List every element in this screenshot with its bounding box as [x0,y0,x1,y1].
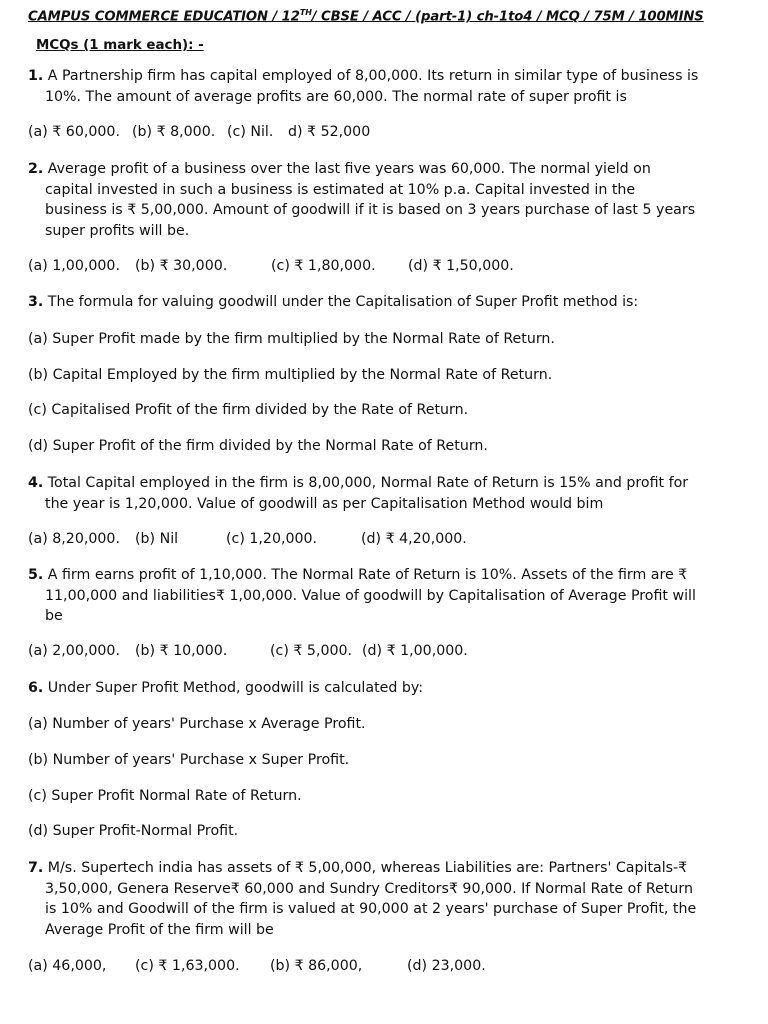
header-text-main: CAMPUS COMMERCE EDUCATION / 12 [28,9,300,25]
question-number: 1. [28,68,44,84]
options-row-2 [28,256,514,276]
option-a: (a) Super Profit made by the firm multiplied by the Normal Rate of Return. [28,331,555,347]
question-text: A Partnership firm has capital employed of 8,00,000. Its return in similar type of business is 10%. The amount of average profits are 60,000. The normal rate of super profit is [45,68,699,105]
option-c: (c) Nil. [227,124,274,140]
question-6 [28,678,700,699]
option-a: (a) 8,20,000. [28,531,120,547]
option-b: (b) Nil [135,531,179,547]
question-text: The formula for valuing goodwill under the Capitalisation of Super Profit method is: [47,294,639,310]
question-number: 2. [28,161,44,177]
question-1 [28,66,700,107]
options-row-1 [28,122,370,142]
question-number: 3. [28,294,44,310]
options-row-4 [28,529,467,549]
header-text-rest: / CBSE / ACC / (part-1) ch-1to4 / MCQ / 75M / 100MINS [311,9,704,25]
option-c: (c) Super Profit Normal Rate of Return. [28,788,302,804]
option-b: (b) Capital Employed by the firm multiplied by the Normal Rate of Return. [28,367,553,383]
option-d: (d) ₹ 4,20,000. [361,531,467,547]
question-5 [28,565,700,627]
option-d: (d) 23,000. [407,958,486,974]
section-title: MCQs (1 mark each): - [36,38,204,53]
document-header [28,8,740,24]
option-c: (c) 1,20,000. [226,531,318,547]
option-d: d) ₹ 52,000 [288,124,371,140]
option-c: (c) ₹ 5,000. [270,643,353,659]
question-text: Under Super Profit Method, goodwill is calculated by: [47,680,424,696]
question-text: Total Capital employed in the firm is 8,00,000, Normal Rate of Return is 15% and profit for the year is 1,20,000. Value of goodwill as per Capitalisation Method would bim [45,475,689,512]
option-b: (b) ₹ 86,000, [270,958,363,974]
option-b: (b) ₹ 8,000. [132,124,216,140]
option-d: (d) Super Profit-Normal Profit. [28,823,239,839]
question-3 [28,292,700,313]
option-b: (b) ₹ 30,000. [135,258,228,274]
question-number: 6. [28,680,44,696]
question-text: Average profit of a business over the last five years was 60,000. The normal yield on capital invested in such a business is estimated at 10% p.a. Capital invested in the business is ₹ 5,00,000. Amount of goodwill if it is based on 3 years purchase of last 5 years super profits will be. [45,161,696,239]
question-4 [28,473,700,514]
question-text: A firm earns profit of 1,10,000. The Normal Rate of Return is 10%. Assets of the firm are ₹ 11,00,000 and liabilities₹ 1,00,000. Value of goodwill by Capitalisation of Average Profit will be [45,567,696,624]
option-c: (c) ₹ 1,80,000. [271,258,376,274]
question-number: 7. [28,860,44,876]
options-row-5 [28,641,468,661]
option-a: (a) 1,00,000. [28,258,120,274]
option-c: (c) ₹ 1,63,000. [135,958,240,974]
header-superscript: TH [299,8,312,17]
option-c: (c) Capitalised Profit of the firm divided by the Rate of Return. [28,402,469,418]
option-d: (d) ₹ 1,00,000. [362,643,468,659]
question-2 [28,159,700,241]
option-a: (a) 46,000, [28,958,107,974]
option-d: (d) ₹ 1,50,000. [408,258,514,274]
option-b: (b) ₹ 10,000. [135,643,228,659]
option-b: (b) Number of years' Purchase x Super Profit. [28,752,350,768]
question-7 [28,858,700,940]
question-number: 4. [28,475,44,491]
option-a: (a) ₹ 60,000. [28,124,120,140]
question-number: 5. [28,567,44,583]
question-text: M/s. Supertech india has assets of ₹ 5,00,000, whereas Liabilities are: Partners' Capitals-₹ 3,50,000, Genera Reserve₹ 60,000 and Sundry Creditors₹ 90,000. If Normal Rate of Return is 10% and Goodwill of the firm is valued at 90,000 at 2 years' purchase of Super Profit, the Average Profit of the firm will be [45,860,697,938]
options-row-7 [28,956,486,976]
option-a: (a) Number of years' Purchase x Average Profit. [28,716,366,732]
option-d: (d) Super Profit of the firm divided by the Normal Rate of Return. [28,438,488,454]
option-a: (a) 2,00,000. [28,643,120,659]
